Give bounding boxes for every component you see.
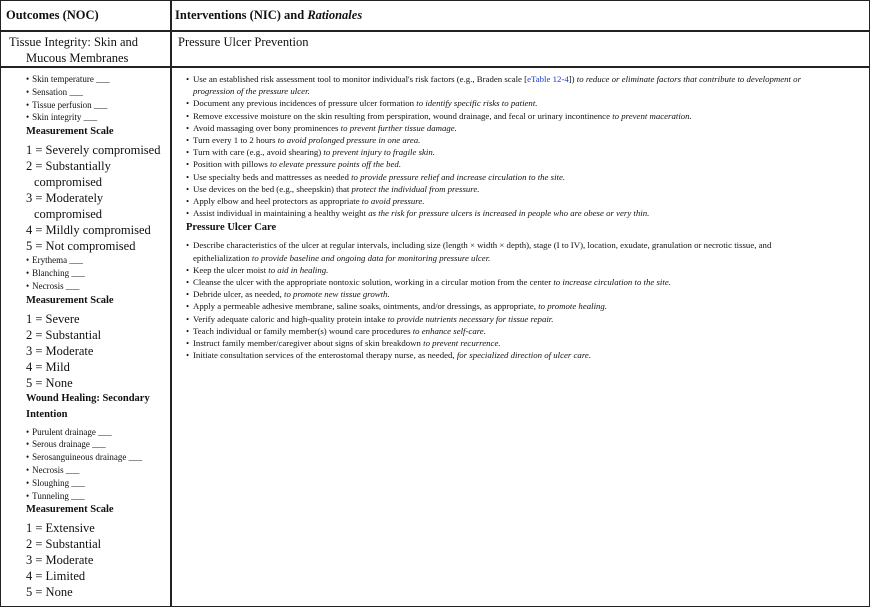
header-interventions-label: Interventions (NIC) and xyxy=(175,8,305,22)
rationale: protect the individual from pressure. xyxy=(351,183,480,194)
intervention-item xyxy=(193,110,863,122)
indicator: • Serosanguineous drainage ___ xyxy=(26,451,166,464)
intervention-item xyxy=(193,337,863,349)
intervention-text: Avoid massaging over bony prominences xyxy=(193,122,341,133)
rationale: to prevent further tissue damage. xyxy=(340,122,457,133)
intervention-item xyxy=(193,134,863,146)
scale-item: 4 = Limited xyxy=(26,569,86,584)
intervention-item xyxy=(193,349,863,361)
scale-item xyxy=(26,190,166,222)
scale-item xyxy=(26,158,166,190)
indicator: • Necrosis ___ xyxy=(26,280,166,293)
intervention-text: Debride ulcer, as needed, xyxy=(193,289,284,300)
intervention-text: Verify adequate caloric and high-quality protein intake xyxy=(193,313,388,324)
intervention-item xyxy=(193,146,863,158)
intervention-text: Turn with care (e.g., avoid shearing) xyxy=(193,147,324,158)
rationale: to avoid prolonged pressure in one area. xyxy=(277,135,421,146)
outcome-title-line2: Mucous Membranes xyxy=(26,50,129,65)
intervention-item xyxy=(193,313,863,325)
rationale: to prevent injury to fragile skin. xyxy=(323,147,435,158)
rationale: to prevent recurrence. xyxy=(423,338,501,349)
intervention-text: Assist individual in maintaining a healthy weight xyxy=(193,208,369,219)
indicator: • Skin temperature ___ xyxy=(26,73,166,86)
indicator: • Tissue perfusion ___ xyxy=(26,99,166,112)
wound-healing-title-line2: Intention xyxy=(26,408,68,420)
scale-item: 3 = Moderate xyxy=(26,553,94,568)
indicator: • Sensation ___ xyxy=(26,86,166,99)
intervention-item xyxy=(193,300,863,312)
intervention-text: Apply elbow and heel protectors as appropriate xyxy=(193,196,362,207)
scale-item-cont: compromised xyxy=(34,207,103,222)
scale-item-text: 3 = Moderately xyxy=(26,191,104,206)
rationale: to provide pressure relief and increase circulation to the site. xyxy=(351,171,566,182)
intervention-text: epithelialization xyxy=(193,252,252,263)
scale-item-text: 2 = Substantially xyxy=(26,159,111,174)
interventions-column xyxy=(186,73,863,361)
intervention-item xyxy=(193,239,863,263)
wound-healing-title-line1: Wound Healing: Secondary xyxy=(26,392,150,404)
rationale: to aid in healing. xyxy=(268,264,329,275)
indicator: • Blanching ___ xyxy=(26,267,166,280)
rationale: to promote healing. xyxy=(538,301,608,312)
row-divider xyxy=(1,30,869,32)
intervention-text: Initiate consultation services of the enterostomal therapy nurse, as needed, xyxy=(193,350,457,361)
rationale: to increase circulation to the site. xyxy=(553,277,671,288)
intervention-item xyxy=(193,171,863,183)
scale-item: 4 = Mildly compromised xyxy=(26,223,151,238)
outcomes-column xyxy=(26,73,166,600)
rationale: progression of the pressure ulcer. xyxy=(193,86,310,97)
intervention-text: Keep the ulcer moist xyxy=(193,264,269,275)
intervention-item xyxy=(193,195,863,207)
intervention-item xyxy=(193,264,863,276)
etable-link[interactable]: eTable 12-4 xyxy=(527,74,569,84)
intervention-item xyxy=(193,122,863,134)
intervention-title: Pressure Ulcer Prevention xyxy=(178,35,309,49)
indicator: • Skin integrity ___ xyxy=(26,111,166,124)
intervention-text: Use specialty beds and mattresses as needed xyxy=(193,171,352,182)
header-outcomes: Outcomes (NOC) xyxy=(6,8,99,22)
intervention-text: Remove excessive moisture on the skin resulting from perspiration, wound drainage, and fecal or urinary incontinence xyxy=(193,110,613,121)
scale-item: 2 = Substantial xyxy=(26,537,102,552)
scale-item: 5 = Not compromised xyxy=(26,239,136,254)
indicator: • Sloughing ___ xyxy=(26,477,166,490)
indicator: • Erythema ___ xyxy=(26,254,166,267)
intervention-item xyxy=(193,97,863,109)
intervention-item xyxy=(193,207,863,219)
intervention-text: Use an established risk assessment tool to monitor individual's risk factors (e.g., Braden scale [ xyxy=(193,74,528,84)
header-rationales-label: Rationales xyxy=(307,8,363,22)
scale-item: 1 = Severely compromised xyxy=(26,143,161,158)
intervention-text: Position with pillows xyxy=(193,159,270,170)
intervention-text: ]) xyxy=(568,74,575,84)
indicator: • Serous drainage ___ xyxy=(26,438,166,451)
indicator: • Necrosis ___ xyxy=(26,464,166,477)
intervention-text: Turn every 1 to 2 hours xyxy=(193,135,278,146)
intervention-text: Cleanse the ulcer with the appropriate nontoxic solution, working in a circular motion from the center xyxy=(193,277,554,288)
header-interventions xyxy=(175,8,362,23)
rationale: to promote new tissue growth. xyxy=(284,289,390,300)
scale-item: 4 = Mild xyxy=(26,359,70,374)
scale-item: 1 = Extensive xyxy=(26,521,95,536)
scale-item: 5 = None xyxy=(26,375,73,390)
scale-item-cont: compromised xyxy=(34,175,103,190)
intervention-item xyxy=(193,288,863,300)
pressure-ulcer-care-heading: Pressure Ulcer Care xyxy=(186,222,277,234)
rationale: to avoid pressure. xyxy=(361,196,425,207)
outcome-title xyxy=(9,35,159,66)
rationale: to provide baseline and ongoing data for monitoring pressure ulcer. xyxy=(251,252,491,263)
rationale: to reduce or eliminate factors that contribute to development or xyxy=(574,74,801,84)
intervention-text: Document any previous incidences of pressure ulcer formation xyxy=(193,98,417,109)
measurement-scale-heading: Measurement Scale xyxy=(26,294,114,306)
indicator: • Purulent drainage ___ xyxy=(26,426,166,439)
scale-item: 1 = Severe xyxy=(26,311,80,326)
intervention-item xyxy=(193,158,863,170)
intervention-item xyxy=(193,73,863,97)
rationale: to elevate pressure points off the bed. xyxy=(270,159,402,170)
intervention-item xyxy=(193,183,863,195)
intervention-item xyxy=(193,276,863,288)
intervention-text: Instruct family member/caregiver about signs of skin breakdown xyxy=(193,338,424,349)
intervention-text: Use devices on the bed (e.g., sheepskin) that xyxy=(193,183,352,194)
intervention-text: Teach individual or family member(s) wound care procedures xyxy=(193,325,413,336)
scale-item: 2 = Substantial xyxy=(26,327,102,342)
scale-item: 3 = Moderate xyxy=(26,343,94,358)
intervention-item xyxy=(193,325,863,337)
rationale: to provide nutrients necessary for tissue repair. xyxy=(387,313,554,324)
measurement-scale-heading: Measurement Scale xyxy=(26,504,114,516)
intervention-text: Apply a permeable adhesive membrane, saline soaks, ointments, and/or dressings, as appropriate, xyxy=(193,301,539,312)
rationale: as the risk for pressure ulcers is increased in people who are obese or very thin. xyxy=(368,208,650,219)
column-divider xyxy=(170,1,172,606)
rationale: to enhance self-care. xyxy=(412,325,486,336)
indicator: • Tunneling ___ xyxy=(26,490,166,503)
rationale: for specialized direction of ulcer care. xyxy=(456,350,592,361)
outcome-title-line1: Tissue Integrity: Skin and xyxy=(9,35,139,49)
rationale: to identify specific risks to patient. xyxy=(416,98,538,109)
intervention-text: Describe characteristics of the ulcer at regular intervals, including size (length × width × depth), stage (I to IV), location, exudate, granulation or necrotic tissue, and xyxy=(193,240,772,251)
measurement-scale-heading: Measurement Scale xyxy=(26,126,114,138)
rationale: to prevent maceration. xyxy=(612,110,692,121)
scale-item: 5 = None xyxy=(26,585,73,600)
row-divider xyxy=(1,66,869,68)
